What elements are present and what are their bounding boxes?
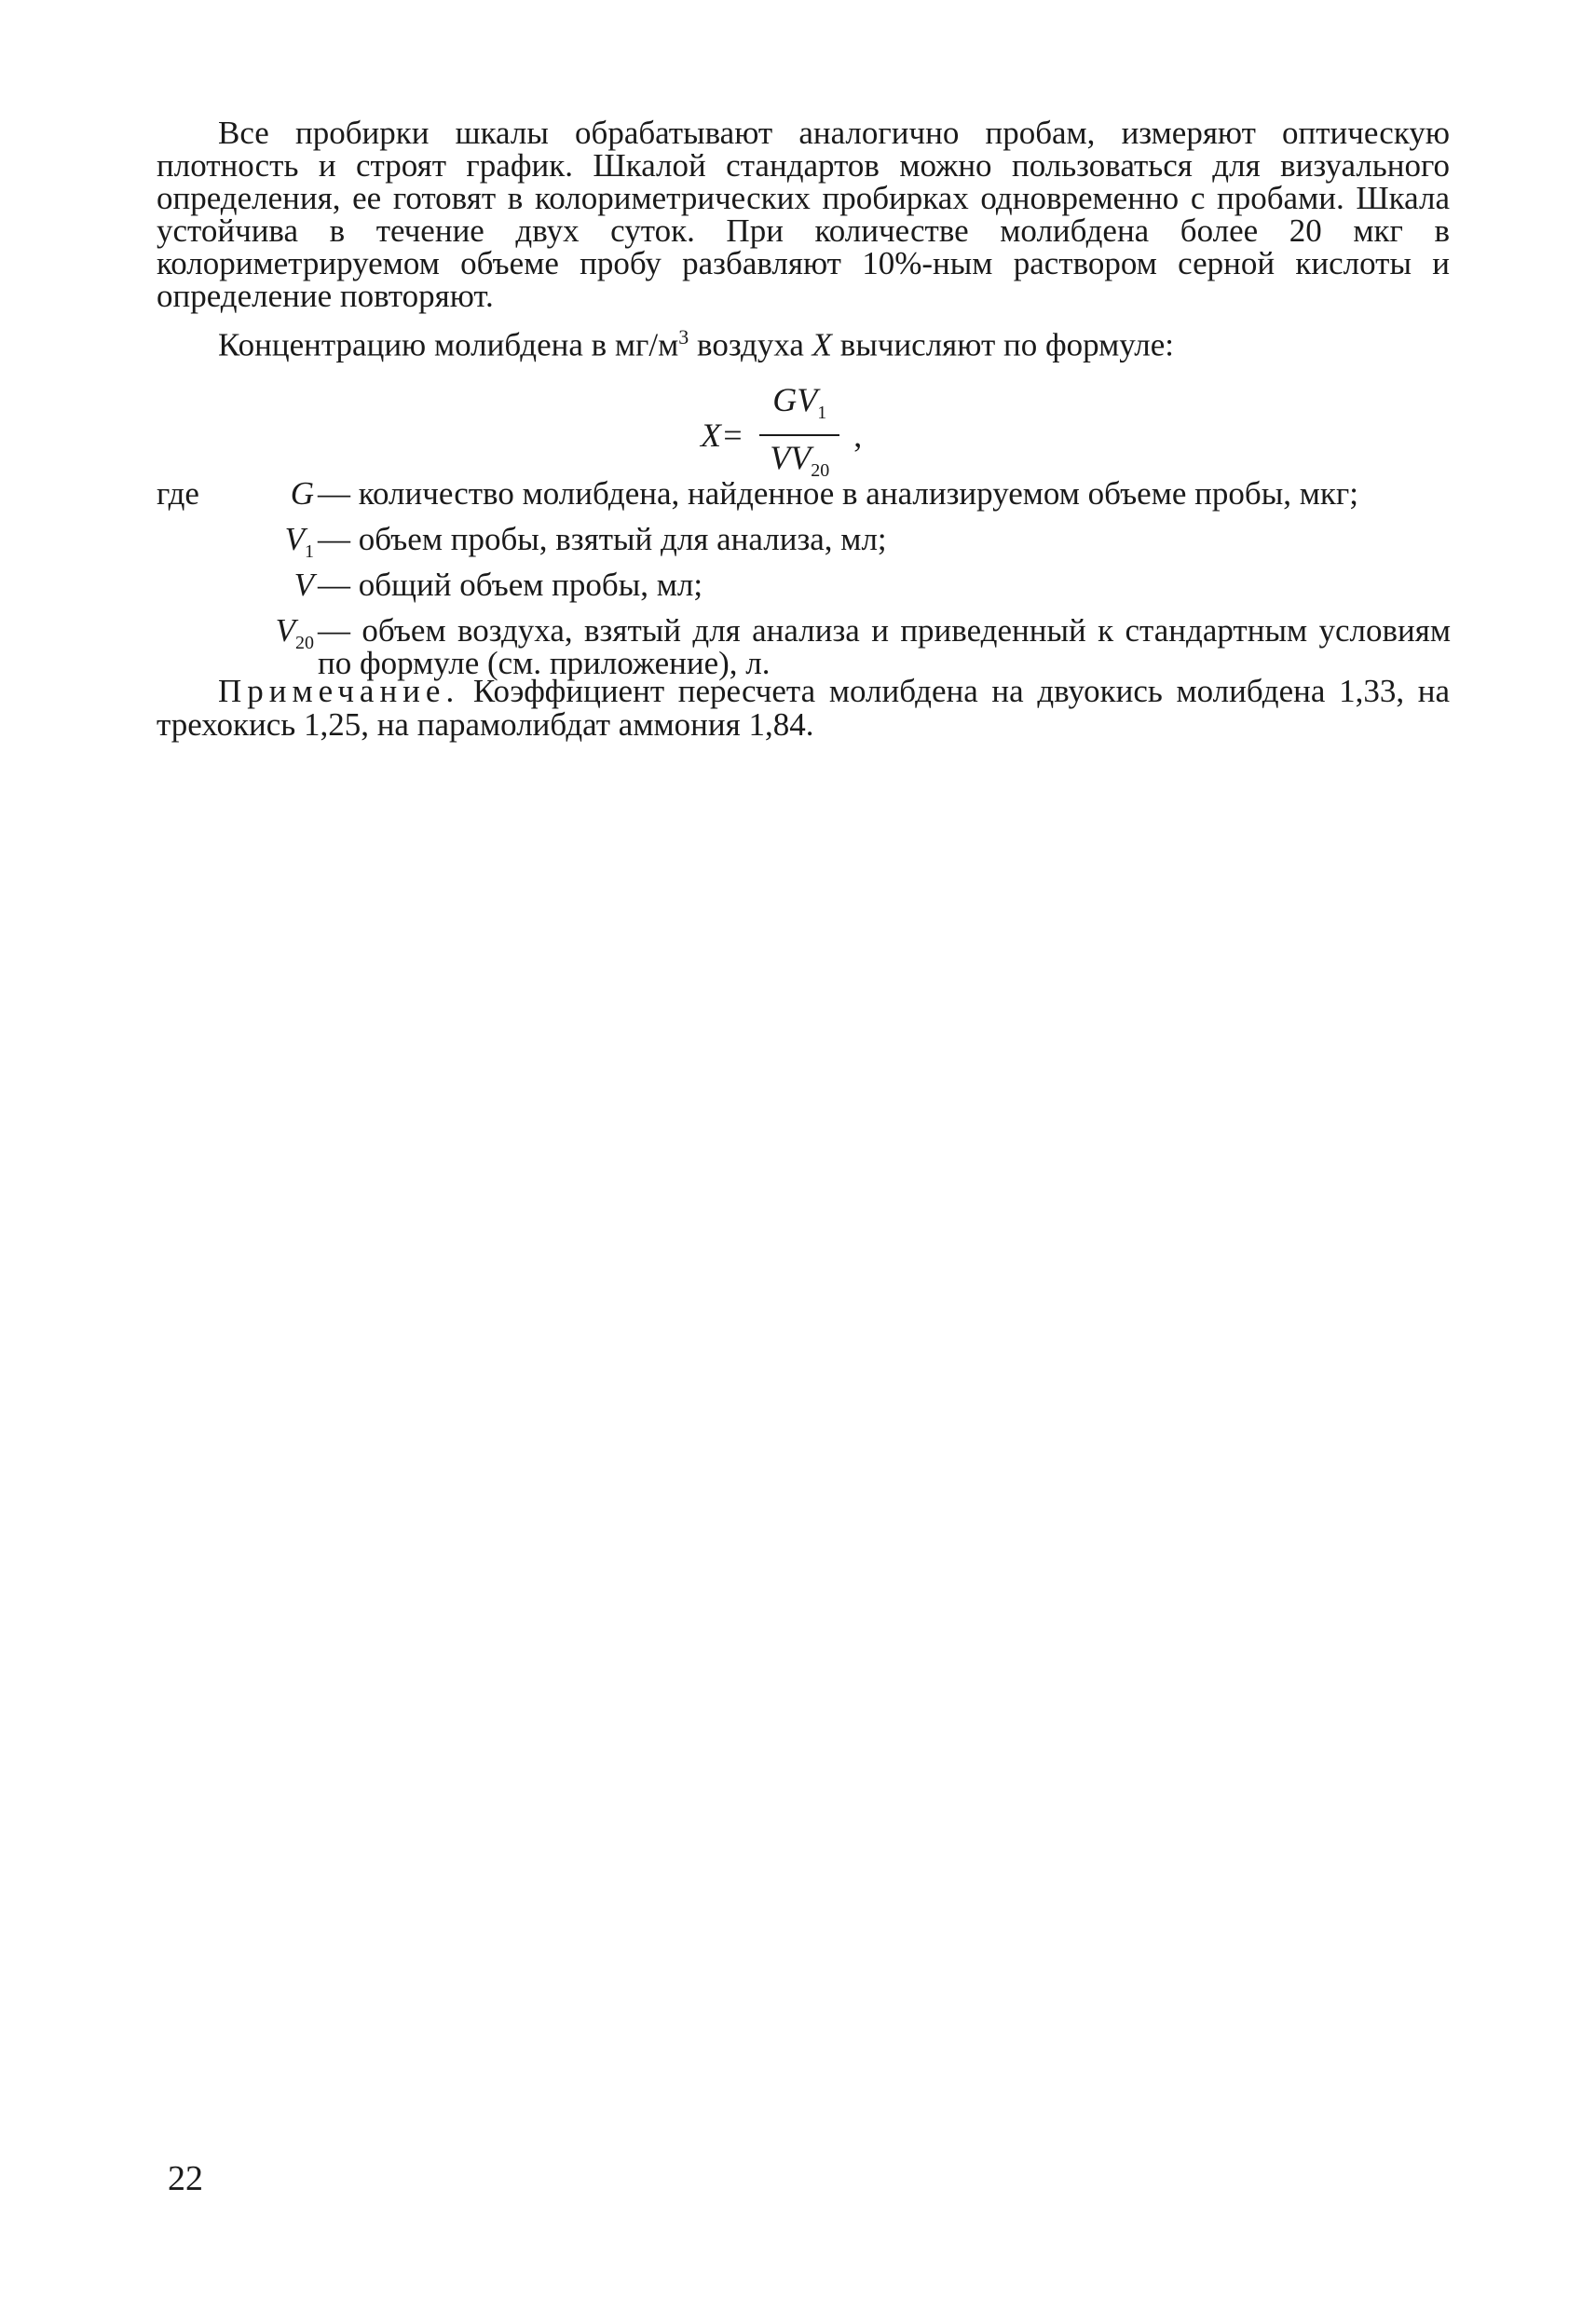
formula-comma: , (853, 417, 863, 455)
numerator-main: GV (772, 381, 818, 418)
symbol-main: V (293, 567, 314, 603)
denominator-main: VV (770, 439, 812, 477)
definition-symbol (217, 568, 318, 614)
denominator-subscript: 20 (811, 460, 830, 482)
intro-variable: X (812, 326, 833, 363)
formula-lhs: X= (701, 417, 744, 455)
symbol-subscript: 20 (295, 633, 314, 653)
definition-item (217, 523, 1451, 568)
definitions-list (217, 477, 1451, 679)
page-number: 22 (168, 2159, 203, 2198)
paragraph-scale-processing: Все пробирки шкалы обрабатывают аналогично пробам, измеряют оптическую плотность и строят график. Шкалой стандартов можно пользоваться для визуального определения, ее готовят в колориметрических пробирках одновременно с пробами. Шкала устойчива в течение двух суток. При количестве молибдена более 20 мкг в колориметрируемом объеме пробу разбавляют 10%-ным раствором серной кислоты и определение повторяют. (157, 115, 1450, 314)
definition-item (217, 477, 1451, 523)
note-paragraph (157, 675, 1450, 742)
definition-symbol (217, 477, 318, 523)
definition-item (217, 568, 1451, 614)
definition-text: — общий объем пробы, мл; (318, 567, 703, 603)
formula-numerator (759, 382, 839, 436)
definition-text: — объем пробы, взятый для анализа, мл; (318, 521, 887, 557)
definition-item (217, 614, 1451, 679)
symbol-main: G (290, 475, 314, 512)
definition-symbol (217, 614, 318, 660)
numerator-subscript: 1 (817, 403, 827, 424)
intro-text-middle: воздуха (689, 326, 812, 363)
intro-text-end: вычисляют по формуле: (832, 326, 1174, 363)
formula-fraction (757, 382, 842, 488)
where-label: где (157, 475, 199, 512)
definition-text: — объем воздуха, взятый для анализа и приведенный к стандартным условиям по формуле (см. приложение), л. (318, 612, 1451, 681)
definition-text: — количество молибдена, найденное в анализируемом объеме пробы, мкг; (318, 475, 1358, 512)
concentration-formula (701, 382, 862, 488)
note-text: Коэффициент пересчета молибдена на двуокись молибдена 1,33, на трехокись 1,25, на парамолибдат аммония 1,84. (157, 673, 1450, 743)
definition-symbol (217, 523, 318, 568)
symbol-subscript: 1 (305, 541, 314, 562)
symbol-main: V (275, 612, 295, 649)
intro-superscript: 3 (678, 325, 689, 349)
paragraph-concentration-intro (157, 321, 1450, 362)
intro-text-before: Концентрацию молибдена в мг/м (218, 326, 679, 363)
note-label: Примечание. (218, 673, 460, 709)
symbol-main: V (284, 521, 305, 557)
